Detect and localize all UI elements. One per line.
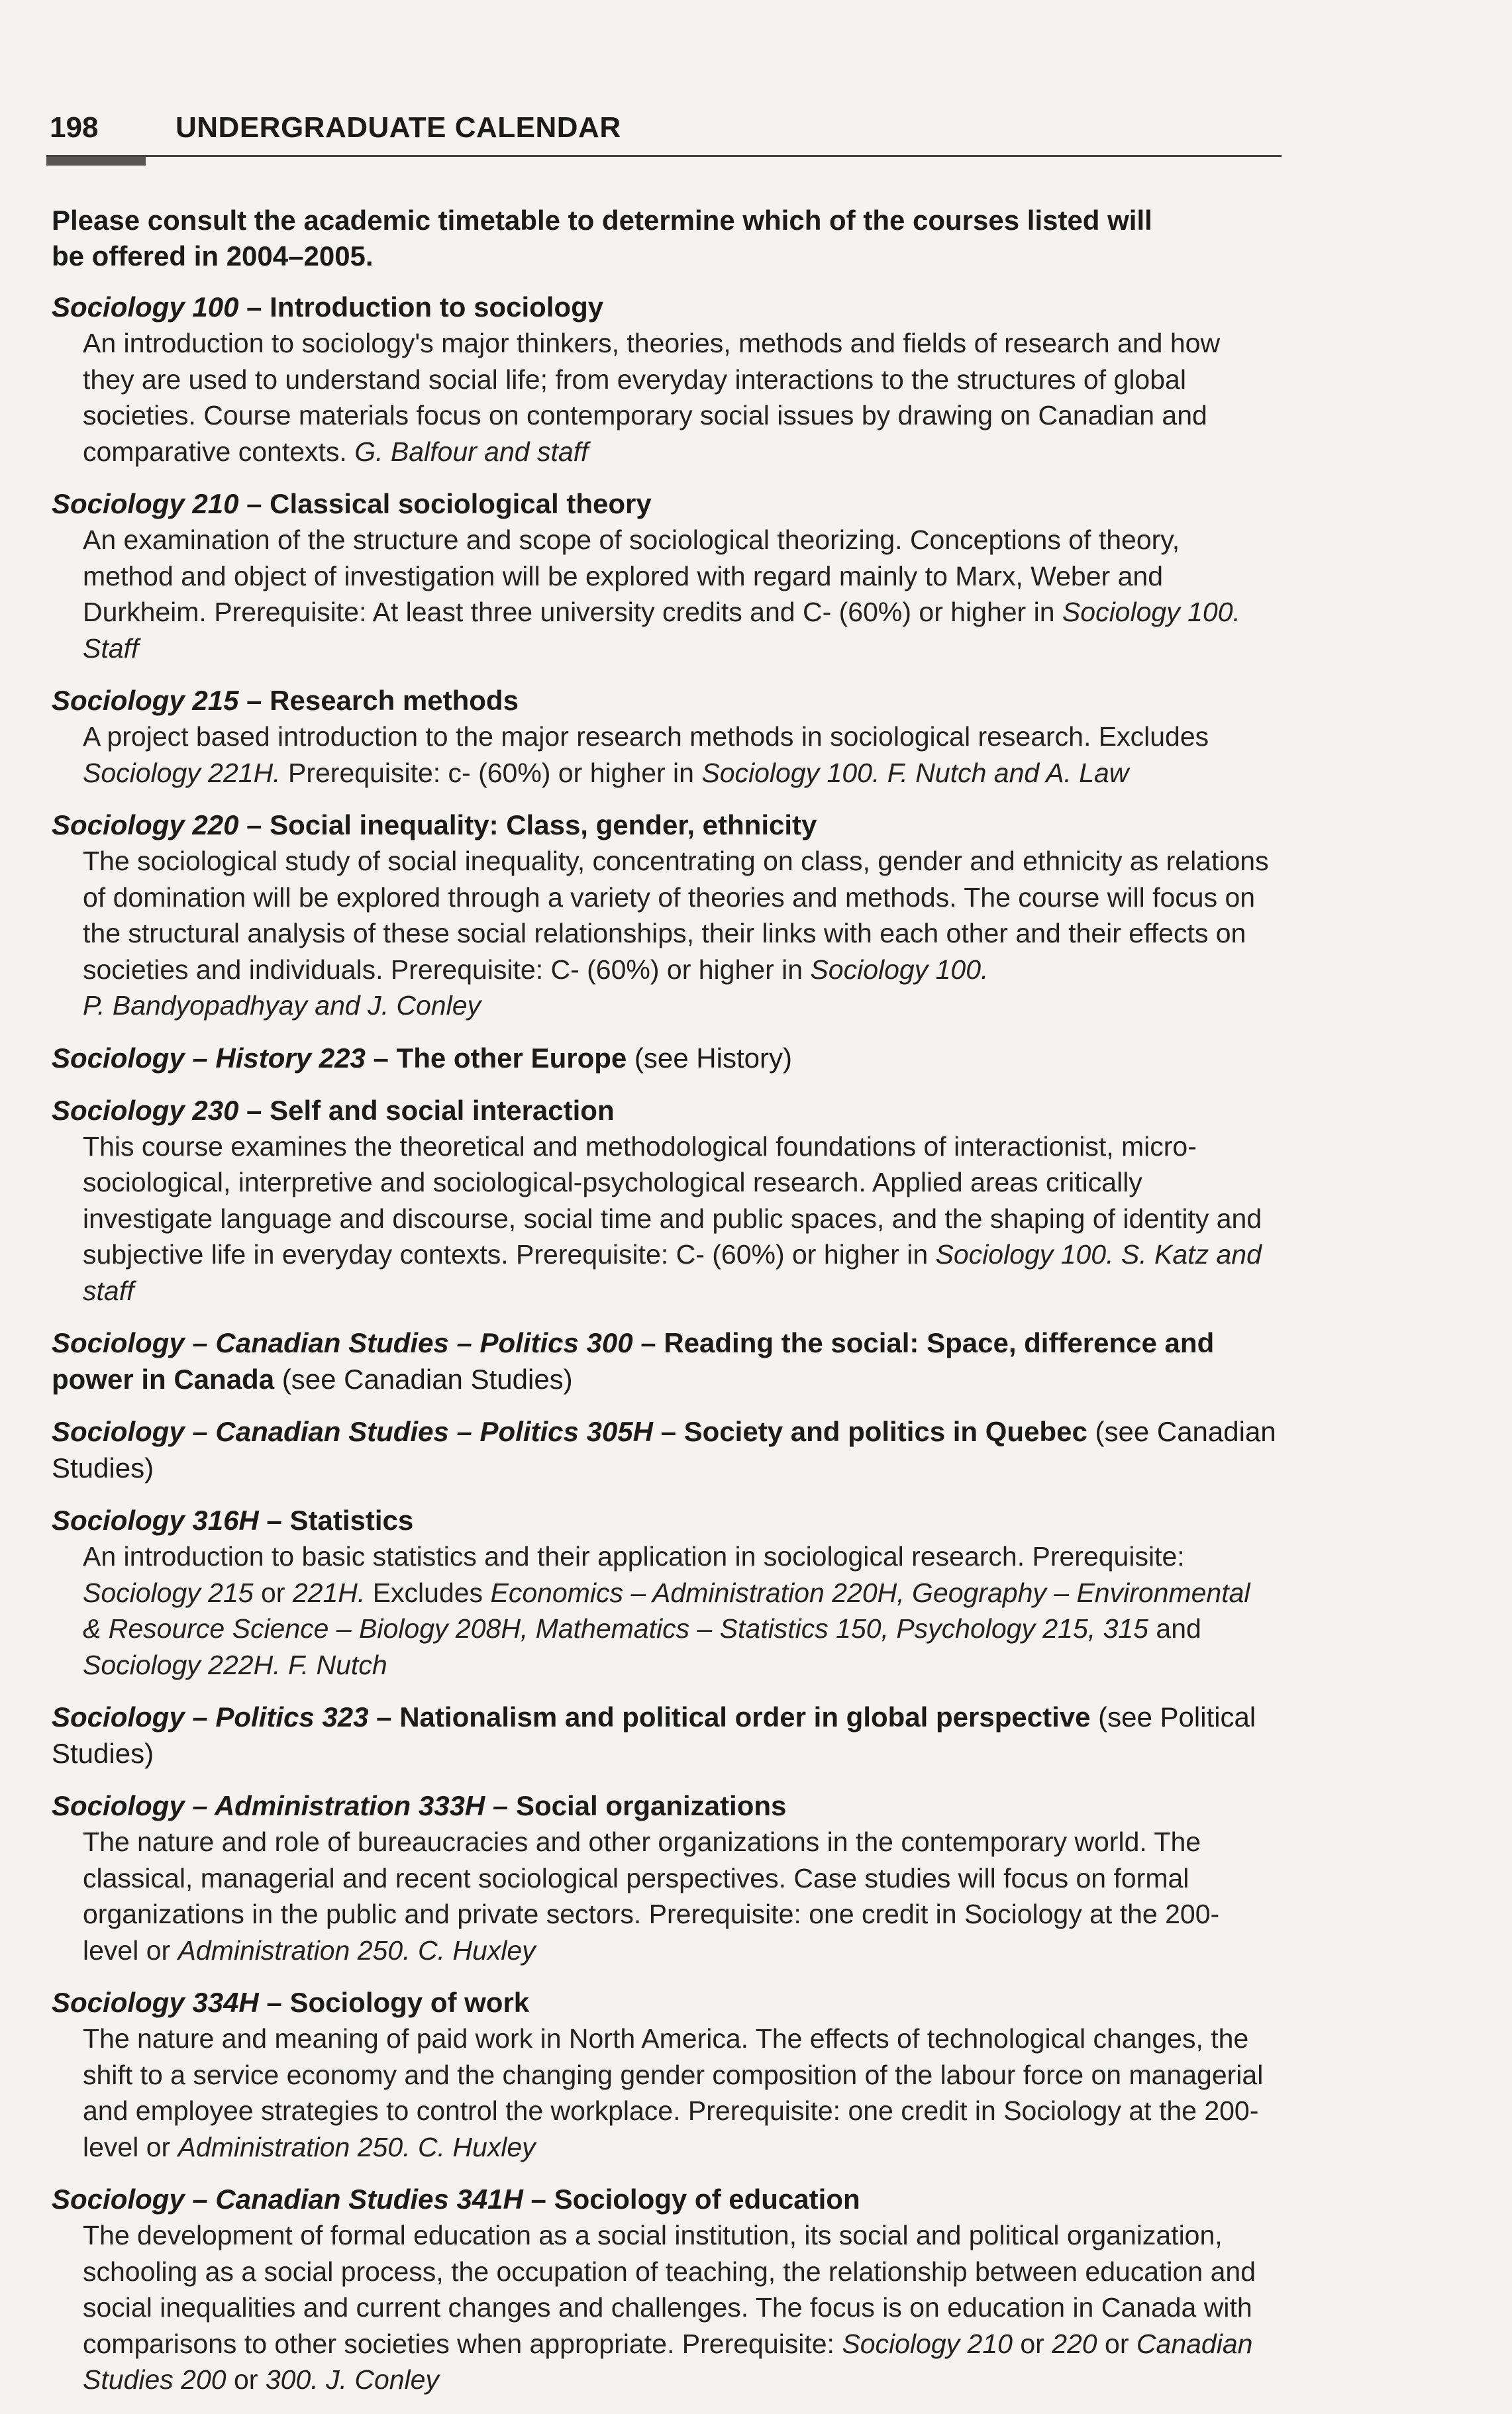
course-name: Statistics [289, 1505, 414, 1536]
course-entry [52, 1699, 1285, 1772]
course-title: Sociology 334H – Sociology of work [52, 1987, 530, 2018]
course-description [83, 2217, 1275, 2398]
course-description [83, 1824, 1275, 1968]
instructor: F. Nutch and A. Law [887, 757, 1129, 788]
course-code: Sociology – Canadian Studies – Politics 305H [52, 1416, 653, 1447]
course-code: Sociology – Administration 333H [52, 1790, 485, 1821]
course-name: Sociology of work [289, 1987, 530, 2018]
instructor: S. Katz and staff [83, 1239, 1262, 1306]
course-title: Sociology – History 223 – The other Europe (see History) [52, 1042, 792, 1074]
cross-reference: (see History) [634, 1042, 792, 1074]
course-reference: Sociology 221H. [83, 757, 281, 788]
instructor: C. Huxley [417, 2131, 536, 2162]
course-reference: Sociology 215 [83, 1577, 254, 1608]
course-title: Sociology 215 – Research methods [52, 685, 519, 716]
course-code: Sociology – Politics 323 [52, 1701, 369, 1733]
course-reference: 221H. [292, 1577, 366, 1608]
course-title: Sociology – Canadian Studies – Politics 305H – Society and politics in Quebec (see Canadian Studies) [52, 1416, 1276, 1484]
course-name: The other Europe [396, 1042, 627, 1074]
description-text: An introduction to basic statistics and their application in sociological research. Prerequisite: [83, 1541, 1185, 1572]
description-text: or [233, 2364, 258, 2395]
course-reference: Sociology 210 [842, 2328, 1013, 2359]
course-entry [52, 2181, 1285, 2398]
course-name: Reading the social: Space, difference and power in Canada [52, 1327, 1215, 1395]
course-name: Social organizations [515, 1790, 787, 1821]
course-code: Sociology 334H [52, 1987, 259, 2018]
cross-reference: (see Canadian Studies) [281, 1364, 573, 1395]
course-reference: Administration 250. [177, 2131, 411, 2162]
course-reference: Canadian Studies 200 [83, 2328, 1253, 2395]
description-text: The nature and role of bureaucracies and other organizations in the contemporary world. The classical, managerial and recent sociological perspectives. Case studies will focus on formal organizations in the public and private sectors. Prerequisite: one credit in Sociology at the 200-level or [83, 1827, 1220, 1966]
course-title: Sociology – Administration 333H – Social organizations [52, 1790, 787, 1821]
page-number: 198 [50, 111, 99, 144]
course-entry [52, 1502, 1285, 1683]
running-head: UNDERGRADUATE CALENDAR [176, 111, 621, 144]
course-title: Sociology – Politics 323 – Nationalism and political order in global perspective (see Political Studies) [52, 1701, 1256, 1769]
course-entry [52, 289, 1285, 470]
course-name: Nationalism and political order in global perspective [399, 1701, 1091, 1733]
course-name: Classical sociological theory [270, 488, 652, 519]
course-code: Sociology 220 [52, 809, 239, 840]
instructor: G. Balfour and staff [354, 436, 589, 467]
course-name: Sociology of education [554, 2184, 860, 2215]
description-text: An introduction to sociology's major thinkers, theories, methods and fields of research and how they are used to understand social life; from everyday interactions to the structures of global societies. Course materials focus on contemporary social issues by drawing on Canadian and comparative contexts. [83, 328, 1221, 467]
course-reference: Sociology 100. [810, 954, 989, 985]
instructor: P. Bandyopadhyay and J. Conley [83, 990, 481, 1021]
description-text: or [1105, 2328, 1129, 2359]
page-header [50, 111, 1285, 151]
header-rule [46, 155, 1282, 157]
course-description [83, 325, 1275, 470]
description-text: An examination of the structure and scope of sociological theorizing. Conceptions of theory, method and object of investigation will be explored with regard mainly to Marx, Weber and Durkheim. Prerequisite: At least three university credits and C- (60%) or higher in [83, 525, 1180, 627]
course-title: Sociology – Canadian Studies 341H – Sociology of education [52, 2184, 860, 2215]
course-entry [52, 807, 1285, 1024]
course-code: Sociology – History 223 [52, 1042, 366, 1074]
description-text: The sociological study of social inequality, concentrating on class, gender and ethnicity as relations of domination will be explored through a variety of theories and methods. The course will focus on the structural analysis of these social relationships, their links with each other and their effects on societies and individuals. Prerequisite: C- (60%) or higher in [83, 846, 1269, 985]
course-code: Sociology 100 [52, 291, 239, 323]
course-description [83, 843, 1275, 1024]
course-description [83, 2021, 1275, 2165]
course-reference: 300. [265, 2364, 319, 2395]
description-text: and [1156, 1613, 1201, 1644]
timetable-notice: Please consult the academic timetable to determine which of the courses listed will be offered in 2004–2005. [52, 205, 1152, 272]
course-code: Sociology 230 [52, 1094, 239, 1126]
course-list [52, 203, 1285, 2414]
course-entry [52, 1092, 1285, 1309]
description-text: This course examines the theoretical and methodological foundations of interactionist, micro-sociological, interpretive and sociological-psychological research. Applied areas critically investigate language and discourse, social time and public spaces, and the shaping of identity and subjective life in everyday contexts. Prerequisite: C- (60%) or higher in [83, 1131, 1262, 1270]
course-code: Sociology 210 [52, 488, 239, 519]
course-description [83, 1538, 1275, 1683]
course-name: Social inequality: Class, gender, ethnicity [270, 809, 817, 840]
course-description [83, 1129, 1275, 1309]
course-entry [52, 1787, 1285, 1968]
course-entry [52, 1040, 1285, 1076]
course-code: Sociology – Canadian Studies – Politics 300 [52, 1327, 633, 1358]
cross-reference: (see Political Studies) [52, 1701, 1256, 1769]
course-title: Sociology 316H – Statistics [52, 1505, 414, 1536]
course-title: Sociology 210 – Classical sociological theory [52, 488, 652, 519]
course-entry [52, 485, 1285, 666]
course-code: Sociology 316H [52, 1505, 259, 1536]
course-name: Introduction to sociology [270, 291, 604, 323]
description-text: The nature and meaning of paid work in North America. The effects of technological changes, the shift to a service economy and the changing gender composition of the labour force on managerial and employee strategies to control the workplace. Prerequisite: one credit in Sociology at the 200-level or [83, 2023, 1264, 2162]
cross-reference: (see Canadian Studies) [52, 1416, 1276, 1484]
course-name: Self and social interaction [270, 1094, 615, 1126]
course-reference: Sociology 100. [1062, 597, 1240, 627]
course-reference: Sociology 100. [935, 1239, 1114, 1270]
course-entry [52, 1413, 1285, 1486]
instructor: J. Conley [326, 2364, 439, 2395]
course-entry [52, 682, 1285, 791]
course-name: Society and politics in Quebec [683, 1416, 1087, 1447]
course-entry [52, 1984, 1285, 2165]
course-code: Sociology 215 [52, 685, 239, 716]
description-text: or [260, 1577, 285, 1608]
course-title: Sociology 220 – Social inequality: Class, gender, ethnicity [52, 809, 817, 840]
course-entry [52, 1325, 1285, 1397]
description-text: Excludes [372, 1577, 483, 1608]
course-description [83, 522, 1275, 666]
course-reference: 220 [1052, 2328, 1097, 2359]
description-text: Prerequisite: c- (60%) or higher in [287, 757, 694, 788]
course-name: Research methods [270, 685, 519, 716]
instructor: F. Nutch [287, 1649, 387, 1680]
instructor: Staff [83, 632, 139, 664]
course-reference: Sociology 100. [701, 757, 880, 788]
course-title: Sociology – Canadian Studies – Politics 300 – Reading the social: Space, difference and power in Canada (see Canadian Studies) [52, 1327, 1215, 1395]
description-text: or [1020, 2328, 1044, 2359]
course-reference: Administration 250. [177, 1935, 411, 1966]
header-rule-accent [46, 157, 146, 166]
course-code: Sociology – Canadian Studies 341H [52, 2184, 523, 2215]
course-description [83, 719, 1275, 791]
description-text: The development of formal education as a social institution, its social and political organization, schooling as a social process, the occupation of teaching, the relationship between education and social inequalities and current changes and challenges. The focus is on education in Canada with comparisons to other societies when appropriate. Prerequisite: [83, 2220, 1256, 2359]
course-title: Sociology 100 – Introduction to sociology [52, 291, 604, 323]
course-reference: Sociology 222H. [83, 1649, 281, 1680]
instructor: C. Huxley [417, 1935, 536, 1966]
course-title: Sociology 230 – Self and social interaction [52, 1094, 615, 1126]
description-text: A project based introduction to the major research methods in sociological research. Excludes [83, 721, 1209, 752]
course-reference: Economics – Administration 220H, Geography – Environmental & Resource Science – Biology 208H, Mathematics – Statistics 150, Psychology 215, 315 [83, 1577, 1250, 1644]
